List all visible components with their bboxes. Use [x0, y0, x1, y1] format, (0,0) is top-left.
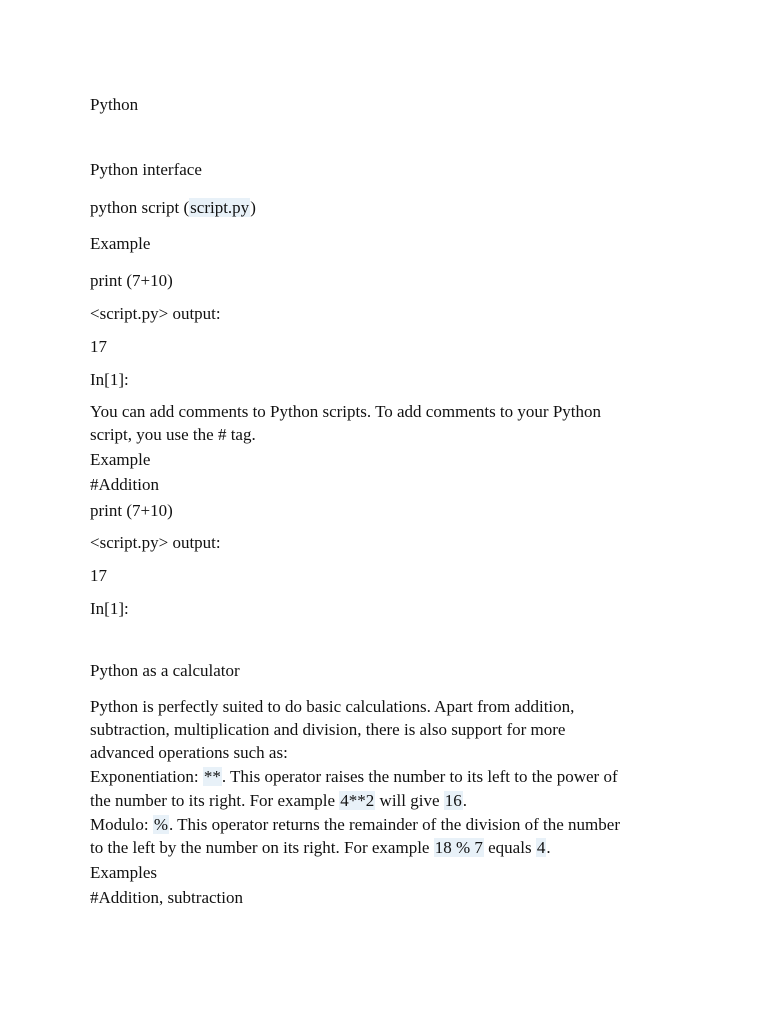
script-filename: script.py: [190, 198, 250, 217]
output-label: <script.py> output:: [90, 533, 221, 552]
exponentiation-text: the number to its right. For example: [90, 791, 340, 810]
calculator-paragraph-line: Python is perfectly suited to do basic calculations. Apart from addition,: [90, 697, 575, 716]
modulo-text: to the left by the number on its right. For example: [90, 838, 434, 857]
exponentiation-example: 4**2: [340, 791, 375, 810]
examples-label: Examples: [90, 863, 158, 882]
prompt-label: In[1]:: [90, 370, 129, 389]
modulo-result: 4: [536, 838, 546, 857]
document-title: Python: [90, 95, 139, 114]
script-line: [90, 196, 256, 219]
modulo-line: [90, 813, 620, 836]
script-line-suffix: ): [250, 198, 256, 217]
modulo-example: 18 % 7: [434, 838, 483, 857]
calculator-paragraph-line: subtraction, multiplication and division, there is also support for more: [90, 720, 566, 739]
exponentiation-line: [90, 765, 618, 788]
exponentiation-result: 16: [444, 791, 462, 810]
comments-paragraph-line: script, you use the # tag.: [90, 425, 256, 444]
output-label: <script.py> output:: [90, 304, 221, 323]
example-label: Example: [90, 234, 151, 253]
output-value: 17: [90, 566, 107, 585]
modulo-text: equals: [483, 838, 536, 857]
exponentiation-text: . This operator raises the number to its left to the power of: [221, 767, 618, 786]
heading-python-calculator: Python as a calculator: [90, 661, 240, 680]
code-comment: #Addition: [90, 475, 159, 494]
exponentiation-operator: **: [203, 767, 221, 786]
exponentiation-label: Exponentiation:: [90, 767, 203, 786]
heading-python-interface: Python interface: [90, 160, 202, 179]
modulo-operator: %: [153, 815, 168, 834]
modulo-end: .: [546, 838, 551, 857]
code-line: print (7+10): [90, 271, 173, 290]
code-comment: #Addition, subtraction: [90, 888, 243, 907]
calculator-paragraph-line: advanced operations such as:: [90, 743, 288, 762]
comments-paragraph-line: You can add comments to Python scripts. To add comments to your Python: [90, 402, 601, 421]
exponentiation-text: will give: [375, 791, 444, 810]
modulo-line: [90, 836, 551, 859]
modulo-text: . This operator returns the remainder of the division of the number: [168, 815, 620, 834]
script-line-prefix: python script (: [90, 198, 190, 217]
example-label: Example: [90, 450, 151, 469]
prompt-label: In[1]:: [90, 599, 129, 618]
exponentiation-line: [90, 789, 467, 812]
code-line: print (7+10): [90, 501, 173, 520]
output-value: 17: [90, 337, 107, 356]
exponentiation-end: .: [462, 791, 468, 810]
modulo-label: Modulo:: [90, 815, 153, 834]
